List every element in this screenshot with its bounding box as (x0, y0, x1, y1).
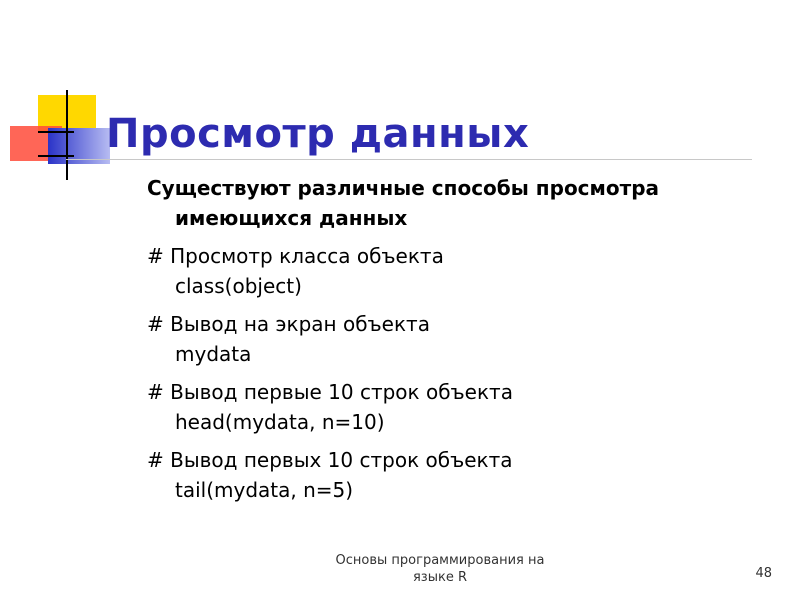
colored-squares-logo-icon (0, 0, 120, 190)
head-line-text: # Вывод первые 10 строк объекта head(mydata, n=10) (147, 380, 513, 434)
list-item (147, 241, 767, 301)
slide-footer: Основы программирования на языке R (335, 553, 545, 585)
slide-body (147, 173, 767, 513)
list-item (147, 377, 767, 437)
list-item (147, 445, 767, 505)
slide-title: Просмотр данных (106, 111, 530, 157)
intro-text: Существуют различные способы просмотра имеющихся данных (147, 176, 660, 230)
tail-line-text: # Вывод первых 10 строк объекта tail(mydata, n=5) (147, 448, 513, 502)
vertical-line (66, 90, 68, 180)
title-divider (66, 159, 752, 160)
class-line-text: # Просмотр класса объекта class(object) (147, 244, 444, 298)
horizontal-line (38, 131, 74, 133)
intro-line (147, 173, 767, 233)
page-number: 48 (755, 566, 772, 581)
print-line-text: # Вывод на экран объекта mydata (147, 312, 430, 366)
list-item (147, 309, 767, 369)
horizontal-line (38, 155, 74, 157)
